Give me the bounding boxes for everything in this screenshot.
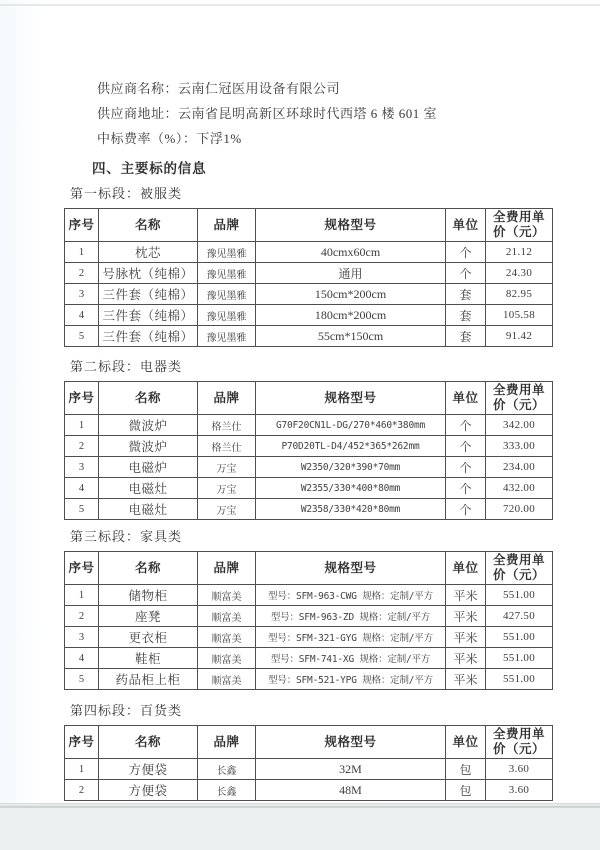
table-row: [65, 263, 553, 284]
scan-bottom-area: [0, 808, 600, 850]
table-header-row: [65, 382, 553, 415]
cell-brand: 豫见墨雅: [198, 263, 256, 284]
header-brand: 品牌: [198, 382, 256, 415]
cell-brand: 豫见墨雅: [198, 305, 256, 326]
cell-name: 微波炉: [99, 436, 198, 457]
items-table: [64, 208, 553, 347]
cell-spec: G70F20CN1L-DG/270*460*380mm: [256, 415, 446, 436]
cell-price: 432.00: [486, 478, 553, 499]
cell-name: 方便袋: [99, 780, 198, 801]
section-general-goods: [64, 703, 552, 801]
cell-name: 鞋柜: [99, 648, 198, 669]
section-title: 第三标段：家具类: [70, 529, 183, 544]
cell-brand: 长鑫: [198, 780, 256, 801]
header-name: 名称: [99, 382, 198, 415]
cell-brand: 豫见墨雅: [198, 242, 256, 263]
cell-index: 1: [65, 415, 99, 436]
cell-unit: 平米: [446, 669, 486, 690]
cell-brand: 格兰仕: [198, 436, 256, 457]
cell-unit: 个: [446, 415, 486, 436]
cell-name: 座凳: [99, 606, 198, 627]
cell-spec: 通用: [256, 263, 446, 284]
cell-unit: 个: [446, 263, 486, 284]
cell-unit: 个: [446, 457, 486, 478]
cell-price: 21.12: [486, 242, 553, 263]
cell-name: 号脉枕（纯棉）: [99, 263, 198, 284]
cell-name: 电磁灶: [99, 478, 198, 499]
cell-unit: 个: [446, 499, 486, 520]
table-row: [65, 759, 553, 780]
cell-brand: 顺富美: [198, 606, 256, 627]
header-price: 全费用单价（元）: [486, 552, 553, 585]
cell-index: 2: [65, 436, 99, 457]
cell-brand: 顺富美: [198, 585, 256, 606]
cell-price: 3.60: [486, 759, 553, 780]
cell-brand: 格兰仕: [198, 415, 256, 436]
cell-price: 551.00: [486, 627, 553, 648]
cell-unit: 包: [446, 759, 486, 780]
table-header-row: [65, 552, 553, 585]
cell-index: 5: [65, 669, 99, 690]
header-price: 全费用单价（元）: [486, 382, 553, 415]
cell-brand: 顺富美: [198, 669, 256, 690]
cell-price: 427.50: [486, 606, 553, 627]
cell-unit: 平米: [446, 648, 486, 669]
cell-spec: 48M: [256, 780, 446, 801]
cell-spec: W2358/330*420*80mm: [256, 499, 446, 520]
cell-name: 电磁炉: [99, 457, 198, 478]
table-row: [65, 436, 553, 457]
table-row: [65, 627, 553, 648]
table-body: [65, 585, 553, 690]
table-row: [65, 415, 553, 436]
header-index: 序号: [65, 382, 99, 415]
cell-name: 方便袋: [99, 759, 198, 780]
cell-name: 药品柜上柜: [99, 669, 198, 690]
header-spec: 规格型号: [256, 552, 446, 585]
table-row: [65, 780, 553, 801]
cell-unit: 套: [446, 305, 486, 326]
header-name: 名称: [99, 726, 198, 759]
section-furniture: [64, 529, 552, 690]
supplier-name-line: 供应商名称：云南仁冠医用设备有限公司: [97, 81, 341, 96]
header-brand: 品牌: [198, 726, 256, 759]
cell-index: 5: [65, 499, 99, 520]
cell-index: 5: [65, 326, 99, 347]
section-appliances: [64, 359, 552, 520]
items-table: [64, 381, 553, 520]
section-title: 第四标段：百货类: [70, 703, 183, 718]
table-row: [65, 648, 553, 669]
cell-name: 枕芯: [99, 242, 198, 263]
section-bedding: [64, 186, 552, 347]
table-head: [65, 726, 553, 759]
main-heading: 四、主要标的信息: [92, 161, 207, 176]
cell-unit: 平米: [446, 606, 486, 627]
cell-name: 微波炉: [99, 415, 198, 436]
cell-index: 2: [65, 780, 99, 801]
header-unit: 单位: [446, 552, 486, 585]
header-unit: 单位: [446, 726, 486, 759]
table-row: [65, 606, 553, 627]
cell-spec: 型号：SFM-963-ZD 规格：定制/平方: [256, 606, 446, 627]
table-row: [65, 585, 553, 606]
table-body: [65, 415, 553, 520]
table-head: [65, 209, 553, 242]
cell-spec: 150cm*200cm: [256, 284, 446, 305]
table-row: [65, 326, 553, 347]
header-index: 序号: [65, 552, 99, 585]
header-name: 名称: [99, 552, 198, 585]
cell-price: 551.00: [486, 669, 553, 690]
cell-brand: 万宝: [198, 457, 256, 478]
bid-rate-line: 中标费率（%）：下浮1%: [97, 131, 242, 146]
header-index: 序号: [65, 209, 99, 242]
cell-spec: 型号：SFM-963-CWG 规格：定制/平方: [256, 585, 446, 606]
cell-name: 三件套（纯棉）: [99, 305, 198, 326]
cell-index: 4: [65, 305, 99, 326]
cell-spec: W2350/320*390*70mm: [256, 457, 446, 478]
cell-spec: 180cm*200cm: [256, 305, 446, 326]
cell-price: 342.00: [486, 415, 553, 436]
cell-price: 91.42: [486, 326, 553, 347]
table-row: [65, 305, 553, 326]
items-table: [64, 551, 553, 690]
cell-index: 3: [65, 284, 99, 305]
header-spec: 规格型号: [256, 209, 446, 242]
cell-unit: 个: [446, 242, 486, 263]
cell-spec: 型号：SFM-321-GYG 规格：定制/平方: [256, 627, 446, 648]
table-row: [65, 499, 553, 520]
cell-index: 2: [65, 606, 99, 627]
cell-price: 3.60: [486, 780, 553, 801]
table-row: [65, 478, 553, 499]
cell-brand: 万宝: [198, 499, 256, 520]
table-header-row: [65, 726, 553, 759]
cell-index: 3: [65, 457, 99, 478]
cell-price: 82.95: [486, 284, 553, 305]
cell-unit: 套: [446, 284, 486, 305]
header-name: 名称: [99, 209, 198, 242]
table-row: [65, 457, 553, 478]
cell-unit: 平米: [446, 627, 486, 648]
cell-name: 更衣柜: [99, 627, 198, 648]
cell-name: 储物柜: [99, 585, 198, 606]
table-row: [65, 242, 553, 263]
header-brand: 品牌: [198, 209, 256, 242]
cell-unit: 个: [446, 436, 486, 457]
table-row: [65, 669, 553, 690]
header-unit: 单位: [446, 382, 486, 415]
header-brand: 品牌: [198, 552, 256, 585]
cell-name: 三件套（纯棉）: [99, 326, 198, 347]
table-row: [65, 284, 553, 305]
cell-name: 电磁灶: [99, 499, 198, 520]
header-index: 序号: [65, 726, 99, 759]
cell-price: 105.58: [486, 305, 553, 326]
header-price: 全费用单价（元）: [486, 726, 553, 759]
table-head: [65, 552, 553, 585]
header-spec: 规格型号: [256, 726, 446, 759]
cell-index: 1: [65, 585, 99, 606]
cell-spec: 型号：SFM-741-XG 规格：定制/平方: [256, 648, 446, 669]
cell-brand: 顺富美: [198, 627, 256, 648]
cell-price: 551.00: [486, 648, 553, 669]
cell-name: 三件套（纯棉）: [99, 284, 198, 305]
cell-index: 4: [65, 478, 99, 499]
header-price: 全费用单价（元）: [486, 209, 553, 242]
cell-spec: 40cmx60cm: [256, 242, 446, 263]
cell-spec: 32M: [256, 759, 446, 780]
cell-index: 4: [65, 648, 99, 669]
section-title: 第一标段：被服类: [70, 186, 183, 201]
table-body: [65, 759, 553, 801]
cell-price: 720.00: [486, 499, 553, 520]
supplier-address-line: 供应商地址：云南省昆明高新区环球时代西塔 6 楼 601 室: [97, 106, 438, 121]
supplier-info-block: [97, 76, 552, 151]
cell-brand: 豫见墨雅: [198, 326, 256, 347]
section-title: 第二标段：电器类: [70, 359, 183, 374]
cell-index: 3: [65, 627, 99, 648]
cell-unit: 包: [446, 780, 486, 801]
cell-price: 551.00: [486, 585, 553, 606]
cell-brand: 万宝: [198, 478, 256, 499]
cell-unit: 平米: [446, 585, 486, 606]
cell-price: 24.30: [486, 263, 553, 284]
cell-price: 234.00: [486, 457, 553, 478]
cell-index: 1: [65, 759, 99, 780]
cell-spec: P70D20TL-D4/452*365*262mm: [256, 436, 446, 457]
table-head: [65, 382, 553, 415]
items-table: [64, 725, 553, 801]
cell-brand: 长鑫: [198, 759, 256, 780]
cell-brand: 豫见墨雅: [198, 284, 256, 305]
table-body: [65, 242, 553, 347]
header-unit: 单位: [446, 209, 486, 242]
cell-spec: W2355/330*400*80mm: [256, 478, 446, 499]
cell-index: 2: [65, 263, 99, 284]
cell-price: 333.00: [486, 436, 553, 457]
cell-spec: 55cm*150cm: [256, 326, 446, 347]
cell-unit: 套: [446, 326, 486, 347]
cell-brand: 顺富美: [198, 648, 256, 669]
cell-spec: 型号：SFM-521-YPG 规格：定制/平方: [256, 669, 446, 690]
cell-index: 1: [65, 242, 99, 263]
table-header-row: [65, 209, 553, 242]
header-spec: 规格型号: [256, 382, 446, 415]
cell-unit: 个: [446, 478, 486, 499]
